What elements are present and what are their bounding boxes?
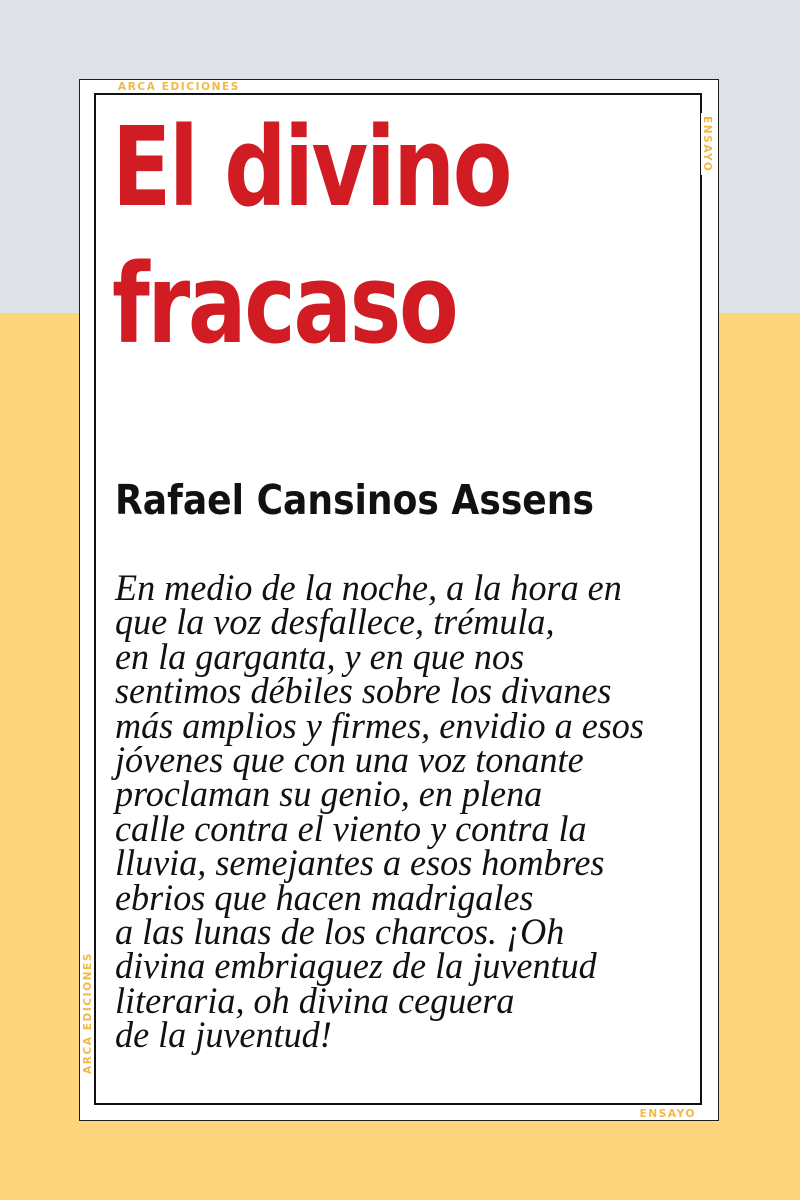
book-author: Rafael Cansinos Assens xyxy=(115,476,594,524)
book-title: El divino fracaso xyxy=(112,103,511,368)
collection-label-bottom: ENSAYO xyxy=(637,1108,699,1120)
book-cover xyxy=(79,79,719,1121)
publisher-label-top: ARCA EDICIONES xyxy=(115,81,243,93)
book-blurb: En medio de la noche, a la hora en que la voz desfallece, trémula, en la garganta, y en que nos sentimos débiles sobre los divanes más amplios y firmes, envidio a esos jóvenes que con una voz tonante proclaman su genio, en plena calle contra el viento y contra la lluvia, semejantes a esos hombres ebrios que hacen madrigales a las lunas de los charcos. ¡Oh divina embriaguez de la juventud literaria, oh divina ceguera de la juventud! xyxy=(115,567,644,1056)
publisher-label-side: ARCA EDICIONES xyxy=(82,949,94,1077)
collection-label-side: ENSAYO xyxy=(701,113,713,175)
